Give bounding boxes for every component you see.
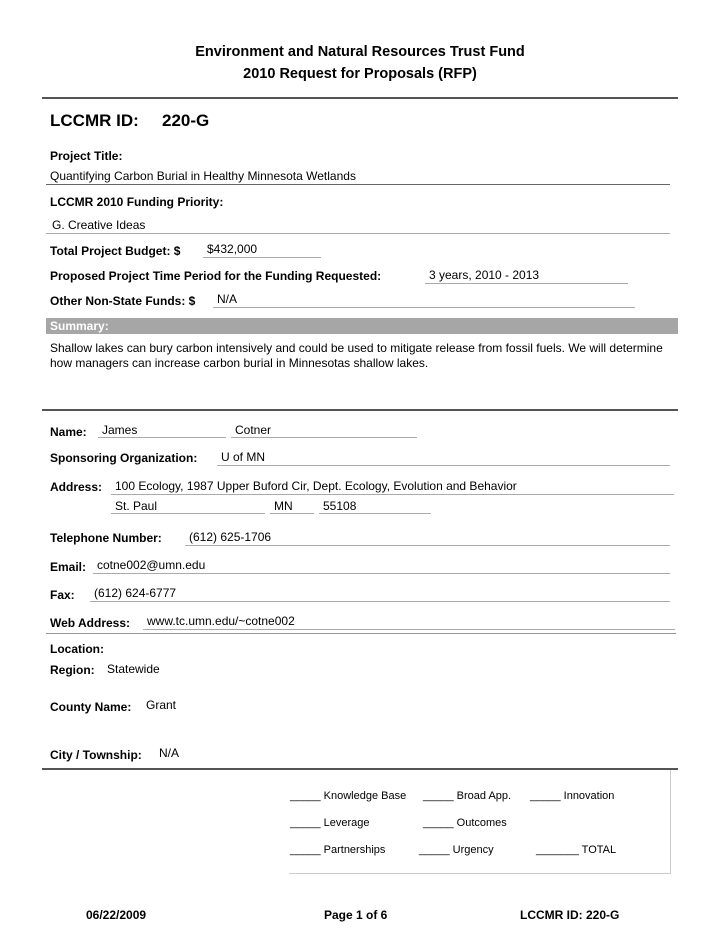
other-funds-label: Other Non-State Funds: $: [50, 294, 196, 308]
state-underline: [270, 513, 314, 514]
sponsoring-org-value: U of MN: [221, 450, 266, 464]
street-underline: [111, 494, 674, 495]
summary-text: Shallow lakes can bury carbon intensively and could be used to mitigate release from fossil fuels. We will determine how managers can increase carbon burial in Minnesotas shallow lakes.: [50, 341, 663, 370]
time-period-value: 3 years, 2010 - 2013: [429, 268, 540, 282]
name-label: Name:: [50, 425, 87, 439]
email-value: cotne002@umn.edu: [97, 558, 206, 572]
time-period-underline: [425, 283, 628, 284]
score-partnerships: _____ Partnerships: [290, 844, 386, 856]
summary-header: Summary:: [46, 318, 678, 334]
score-broad-app: _____ Broad App.: [423, 790, 512, 802]
email-label: Email:: [50, 560, 87, 574]
email-underline: [93, 573, 670, 574]
zip-value: 55108: [323, 499, 357, 513]
sponsoring-org-label: Sponsoring Organization:: [50, 451, 198, 465]
web-address-underline: [143, 629, 675, 630]
funding-priority-underline: [46, 233, 670, 234]
region-value: Statewide: [107, 662, 160, 676]
scoring-box-right-edge: [670, 770, 671, 873]
last-name-value: Cotner: [235, 423, 272, 437]
budget-value: $432,000: [207, 242, 258, 256]
score-urgency: _____ Urgency: [419, 844, 494, 856]
other-funds-value: N/A: [217, 292, 238, 306]
score-total: _______ TOTAL: [536, 844, 617, 856]
first-name-value: James: [102, 423, 138, 437]
fax-label: Fax:: [50, 588, 75, 602]
scoring-box-bottom-edge: [289, 873, 671, 874]
footer-page-number: Page 1 of 6: [324, 908, 388, 922]
score-knowledge-base: _____ Knowledge Base: [290, 790, 407, 802]
funding-priority-value: G. Creative Ideas: [52, 218, 146, 232]
city-value: St. Paul: [115, 499, 158, 513]
county-label: County Name:: [50, 700, 132, 714]
fax-underline: [90, 601, 670, 602]
other-funds-underline: [213, 307, 635, 308]
telephone-label: Telephone Number:: [50, 531, 162, 545]
web-address-value: www.tc.umn.edu/~cotne002: [147, 614, 295, 628]
location-label: Location:: [50, 642, 104, 656]
project-title-label: Project Title:: [50, 149, 123, 163]
county-value: Grant: [146, 698, 177, 712]
funding-priority-label: LCCMR 2010 Funding Priority:: [50, 195, 224, 209]
lccmr-id-value: 220-G: [162, 111, 210, 130]
footer-lccmr-id: LCCMR ID: 220-G: [520, 908, 620, 922]
score-outcomes: _____ Outcomes: [423, 817, 507, 829]
header-subtitle: 2010 Request for Proposals (RFP): [243, 66, 477, 82]
city-township-label: City / Township:: [50, 748, 142, 762]
state-value: MN: [274, 499, 293, 513]
score-leverage: _____ Leverage: [290, 817, 370, 829]
score-innovation: _____ Innovation: [530, 790, 615, 802]
lccmr-id-label: LCCMR ID:: [50, 111, 139, 130]
header-divider: [42, 97, 678, 99]
city-underline: [111, 513, 265, 514]
address-label: Address:: [50, 480, 103, 494]
summary-divider: [42, 409, 678, 411]
project-title-underline: [46, 184, 670, 185]
web-address-label: Web Address:: [50, 616, 131, 630]
last-name-underline: [231, 437, 417, 438]
location-divider: [42, 768, 678, 770]
telephone-underline: [185, 545, 670, 546]
time-period-label: Proposed Project Time Period for the Funding Requested:: [50, 269, 382, 283]
telephone-value: (612) 625-1706: [189, 530, 272, 544]
footer-date: 06/22/2009: [86, 908, 147, 922]
budget-label: Total Project Budget: $: [50, 244, 181, 258]
web-divider: [46, 633, 676, 634]
header-title: Environment and Natural Resources Trust Fund: [195, 44, 525, 60]
zip-underline: [319, 513, 431, 514]
street-value: 100 Ecology, 1987 Upper Buford Cir, Dept. Ecology, Evolution and Behavior: [115, 479, 517, 493]
first-name-underline: [98, 437, 226, 438]
budget-underline: [203, 257, 321, 258]
sponsoring-org-underline: [217, 465, 670, 466]
project-title-value: Quantifying Carbon Burial in Healthy Minnesota Wetlands: [50, 169, 356, 183]
fax-value: (612) 624-6777: [94, 586, 177, 600]
region-label: Region:: [50, 663, 95, 677]
city-township-value: N/A: [159, 746, 180, 760]
